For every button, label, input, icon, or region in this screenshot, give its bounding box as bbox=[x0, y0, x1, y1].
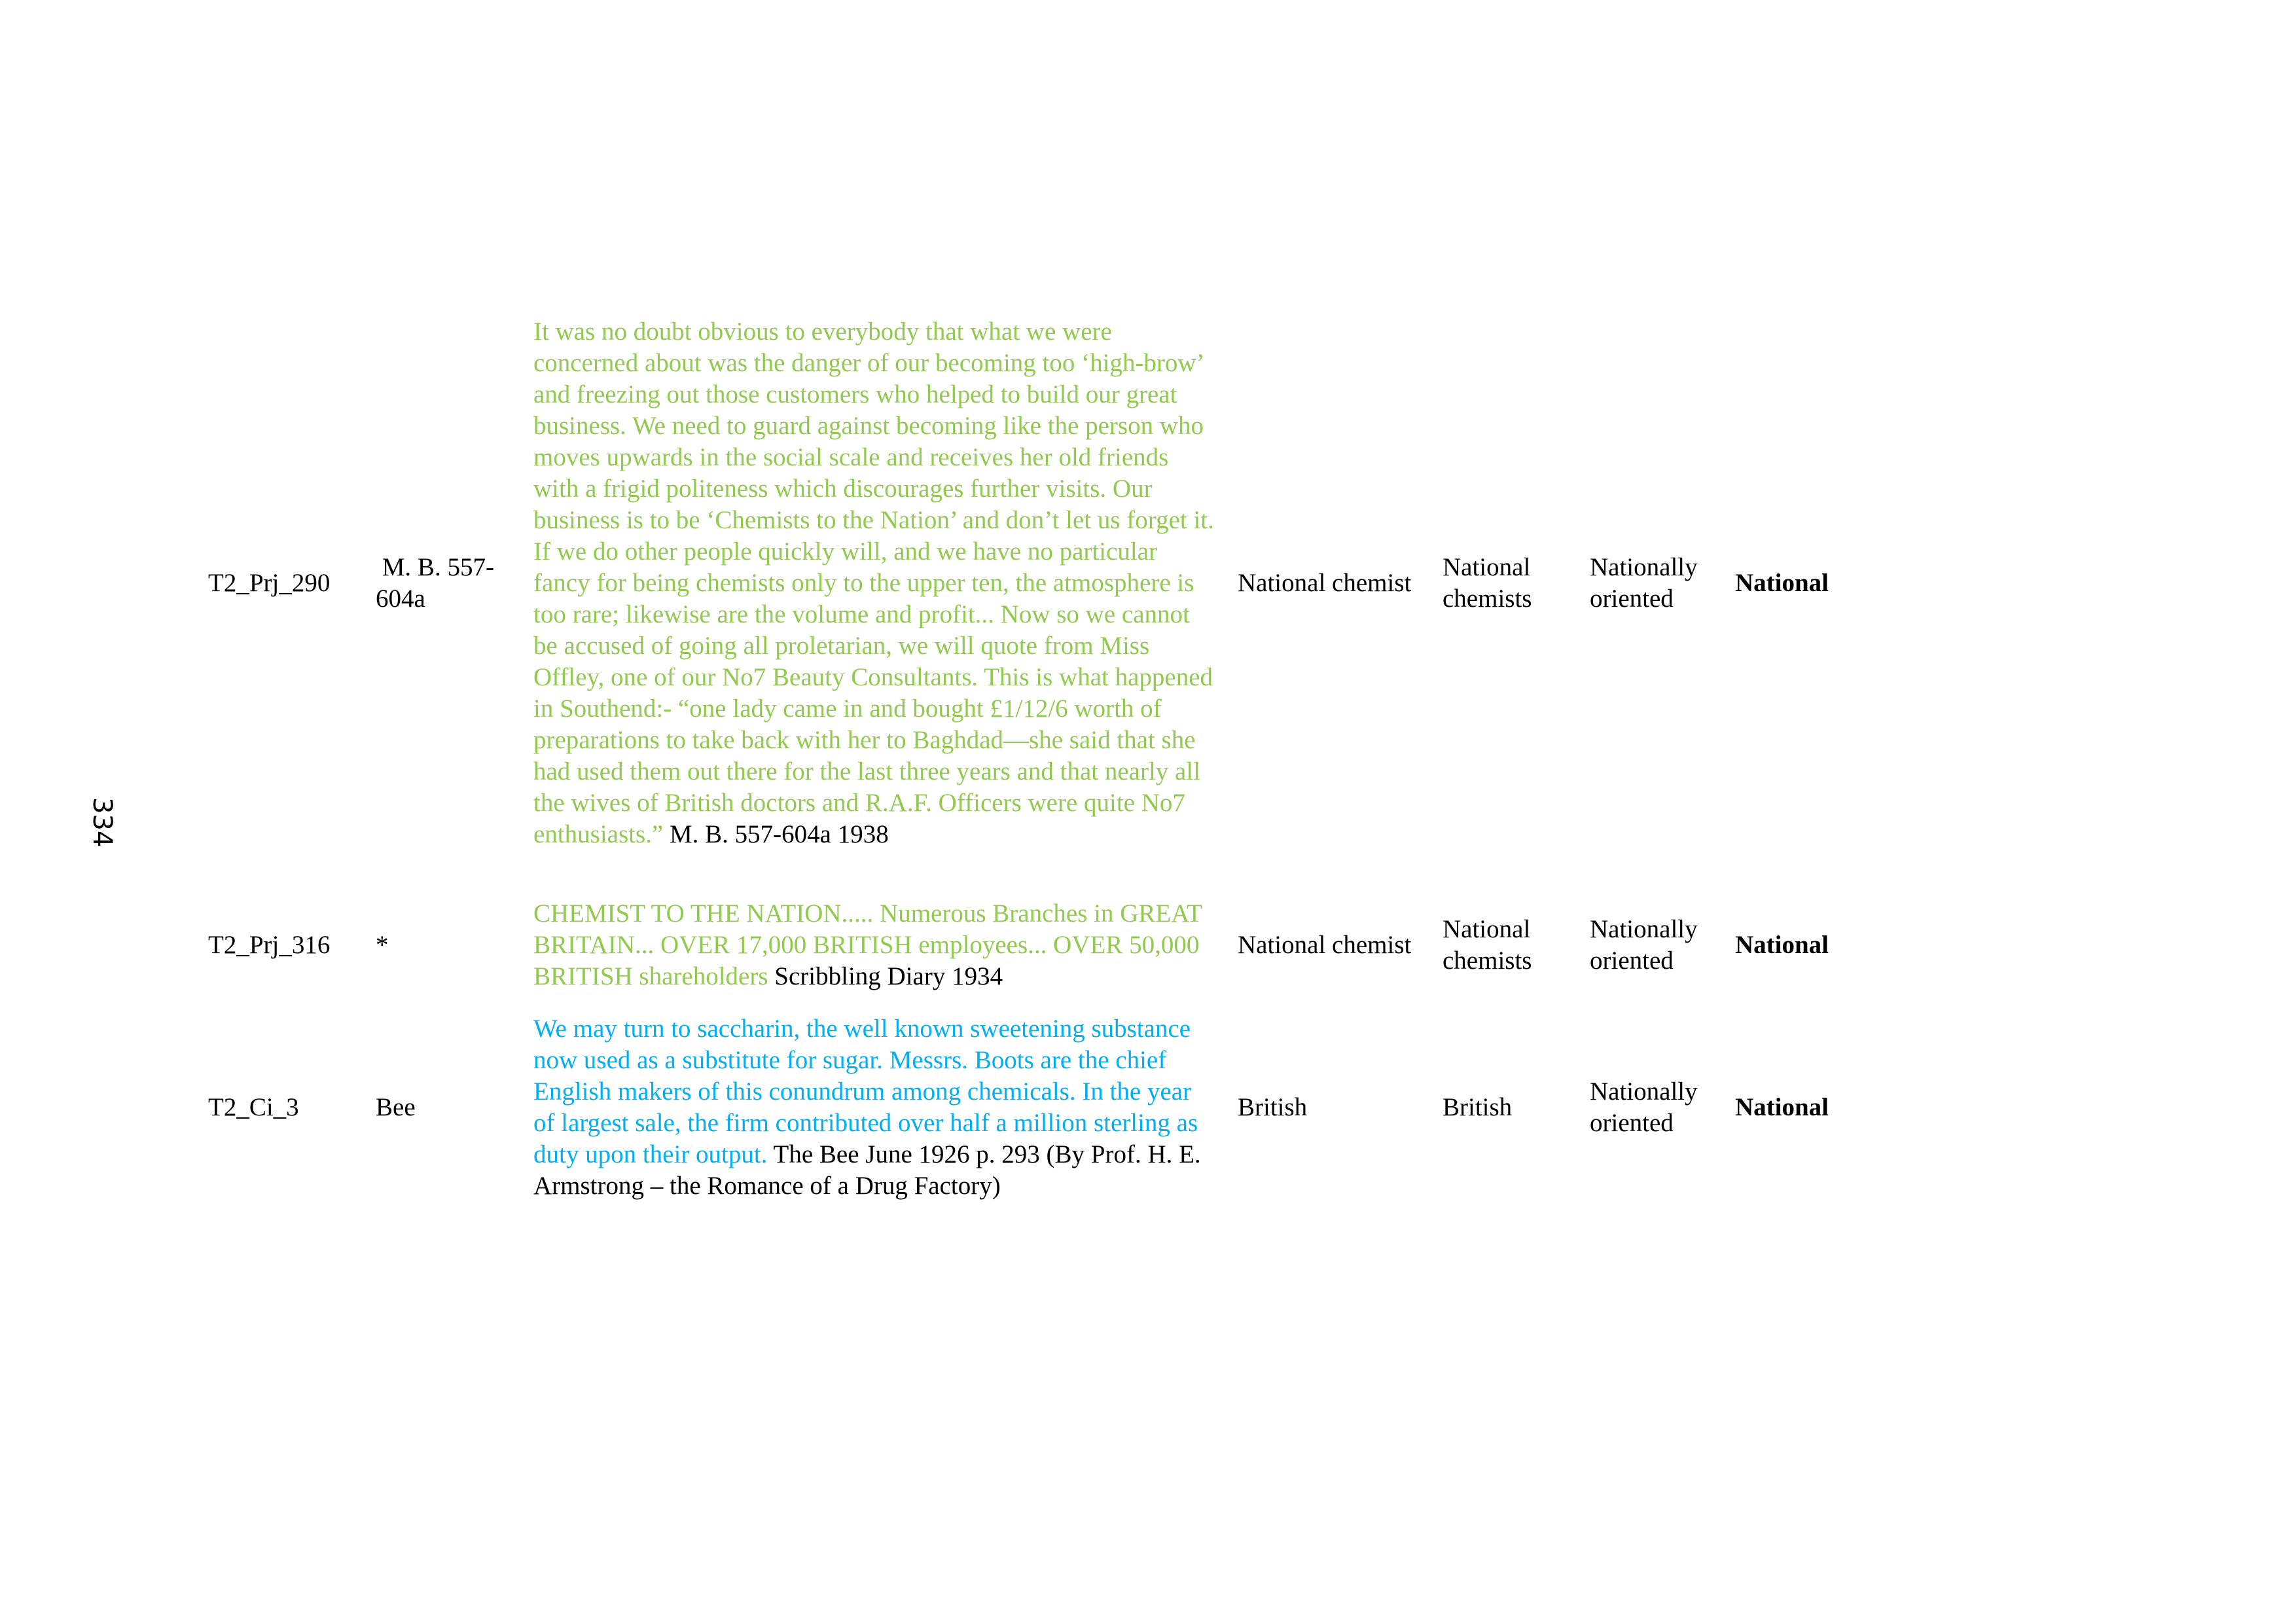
row-id: T2_Prj_316 bbox=[208, 931, 331, 959]
row-source: M. B. 557-604a bbox=[376, 553, 494, 613]
row-quote-cell bbox=[533, 992, 1238, 1222]
citation-text: Scribbling Diary 1934 bbox=[768, 962, 1003, 990]
quote-text: CHEMIST TO THE NATION..... Numerous Branches in GREAT BRITAIN... OVER 17,000 BRITISH employees... OVER 50,000 BRITISH shareholders bbox=[533, 899, 1202, 990]
row-code-grouped: National chemists bbox=[1443, 553, 1532, 613]
row-code-grouped: National chemists bbox=[1443, 915, 1532, 975]
row-code-initial: British bbox=[1238, 1092, 1308, 1121]
quote-text: We may turn to saccharin, the well known sweetening substance now used as a substitute for sugar. Messrs. Boots are the chief English makers of this conundrum among chemicals. In the year of largest sale, the firm contributed over half a million sterling as duty upon their output. bbox=[533, 1014, 1198, 1168]
table-row bbox=[208, 992, 1929, 1222]
row-source: * bbox=[376, 931, 389, 959]
row-quote-cell bbox=[533, 898, 1238, 992]
table-row bbox=[208, 898, 1929, 992]
row-quote-cell bbox=[533, 268, 1238, 898]
page-number: 334 bbox=[87, 797, 117, 848]
coding-table bbox=[208, 268, 1929, 1222]
row-id: T2_Ci_3 bbox=[208, 1092, 299, 1121]
row-code-initial: National chemist bbox=[1238, 931, 1412, 959]
row-code-final: National bbox=[1735, 569, 1829, 597]
table-row bbox=[208, 268, 1929, 898]
quote-text: It was no doubt obvious to everybody that what we were concerned about was the danger of our becoming too ‘high-brow’ and freezing out those customers who helped to build our great business. We need to guard against becoming like the person who moves upwards in the social scale and receives her old friends with a frigid politeness which discourages further visits. Our business is to be ‘Chemists to the Nation’ and don’t let us forget it. If we do other people quickly will, and we have no particular fancy for being chemists only to the upper ten, the atmosphere is too rare; likewise are the volume and profit... Now so we cannot be accused of going all proletarian, we will quote from Miss Offley, one of our No7 Beauty Consultants. This is what happened in Southend:- “one lady came in and bought £1/12/6 worth of preparations to take back with her to Baghdad—she said that she had used them out there for the last three years and that nearly all the wives of British doctors and R.A.F. Officers were quite No7 enthusiasts.” bbox=[533, 317, 1214, 848]
row-code-theme: Nationally oriented bbox=[1590, 1077, 1698, 1137]
row-source: Bee bbox=[376, 1092, 416, 1121]
row-code-final: National bbox=[1735, 931, 1829, 959]
row-code-grouped: British bbox=[1443, 1092, 1513, 1121]
citation-text: M. B. 557-604a 1938 bbox=[663, 820, 889, 848]
row-id: T2_Prj_290 bbox=[208, 569, 331, 597]
citation-text: The Bee June 1926 p. 293 (By Prof. H. E. Armstrong – the Romance of a Drug Factory) bbox=[533, 1140, 1201, 1200]
row-code-theme: Nationally oriented bbox=[1590, 553, 1698, 613]
row-code-initial: National chemist bbox=[1238, 569, 1412, 597]
row-code-final: National bbox=[1735, 1092, 1829, 1121]
row-code-theme: Nationally oriented bbox=[1590, 915, 1698, 975]
